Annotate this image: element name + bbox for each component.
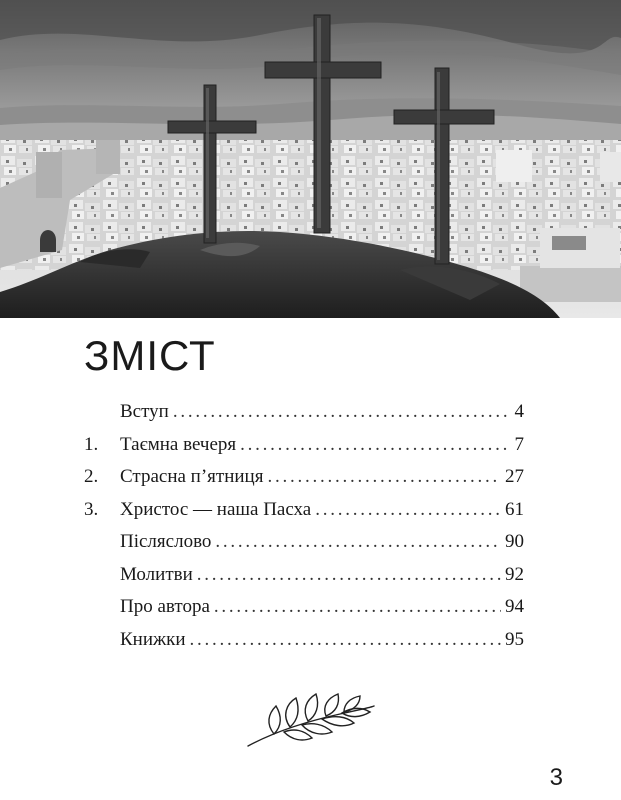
toc-entry-page: 92 [505,563,524,585]
toc-entry-number: 2. [84,466,99,487]
toc-entry-label: Вступ [120,401,169,422]
toc-entry-label: Таємна вечеря [120,433,237,455]
toc-entry-afterword[interactable] [84,531,524,564]
toc-entry-label: Христос — наша Пасха [120,498,312,520]
toc-entry-books[interactable] [84,629,524,662]
toc-entry-page: 27 [505,466,524,487]
dot-leader [240,434,510,456]
dot-leader [214,596,501,618]
table-of-contents [84,401,524,661]
dot-leader [315,499,501,521]
hero-image [0,0,621,318]
toc-entry-label: Страсна п’ятниця [120,466,264,487]
toc-entry-page: 94 [505,596,524,617]
toc-entry-label: Про автора [120,596,210,617]
toc-entry-number: 3. [84,498,99,520]
toc-entry-page: 95 [505,628,524,650]
olive-branch-icon [244,692,378,757]
toc-entry-label: Молитви [120,563,193,585]
toc-entry-label: Післяслово [120,531,212,552]
dot-leader [173,401,511,423]
dot-leader [190,629,501,651]
three-crosses-over-city-illustration [0,0,621,318]
toc-entry-last-supper[interactable] [84,434,524,467]
toc-entry-page: 4 [514,401,524,422]
toc-entry-about-author[interactable] [84,596,524,629]
toc-title: ЗМІСТ [84,332,216,379]
dot-leader [267,466,501,488]
dot-leader [197,564,501,586]
toc-entry-prayers[interactable] [84,564,524,597]
page-number: 3 [549,764,563,791]
toc-entry-page: 61 [505,498,524,520]
toc-entry-intro[interactable] [84,401,524,434]
toc-entry-christ-our-passover[interactable] [84,499,524,532]
toc-entry-page: 90 [505,531,524,552]
toc-entry-page: 7 [514,433,524,455]
toc-entry-good-friday[interactable] [84,466,524,499]
toc-entry-number: 1. [84,433,99,455]
toc-entry-label: Книжки [120,628,186,650]
dot-leader [215,531,501,553]
